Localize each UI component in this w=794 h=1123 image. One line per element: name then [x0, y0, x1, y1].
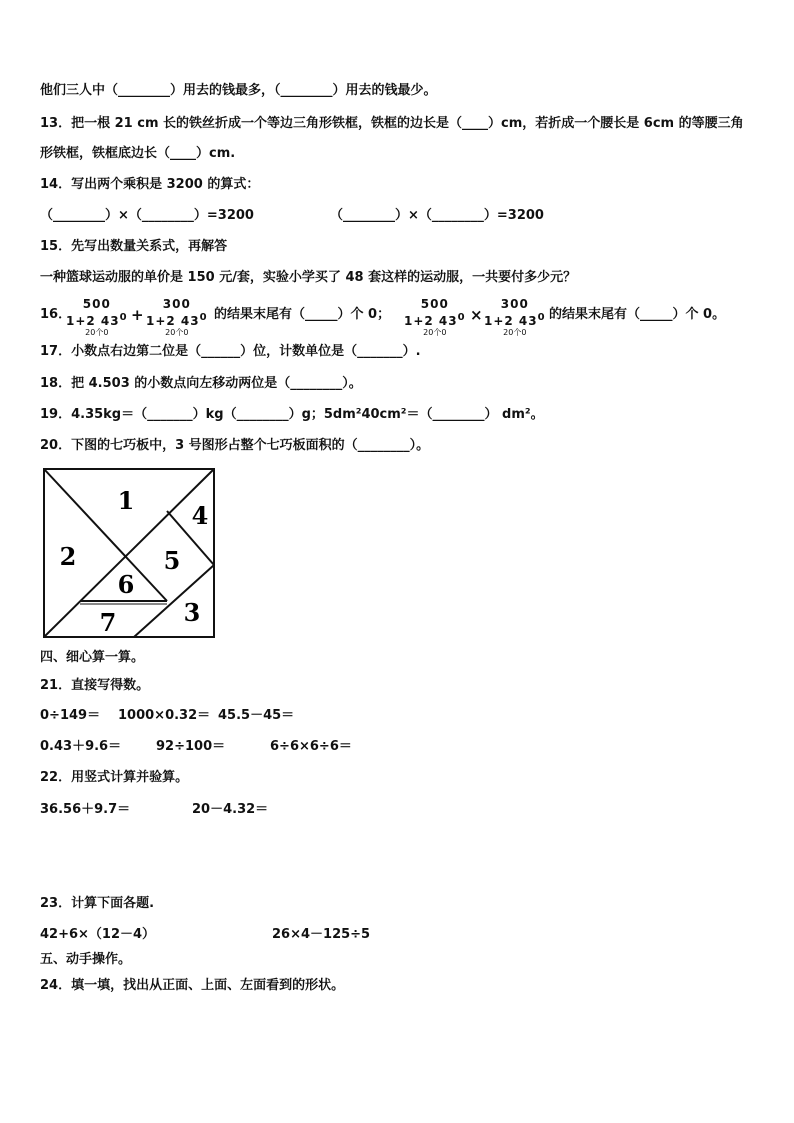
question-16-label: 16． — [40, 307, 72, 322]
plus-sign: + — [131, 306, 144, 324]
tangram-label-3: 3 — [183, 598, 201, 627]
tangram-label-2: 2 — [59, 542, 77, 571]
tangram-label-6: 6 — [117, 570, 135, 599]
tangram-label-1: 1 — [117, 486, 135, 515]
question-21: 21．直接写得数。 — [40, 678, 150, 693]
q22-item-2: 20－4.32＝ — [192, 802, 269, 817]
question-20: 20．下图的七巧板中，3 号图形占整个七巧板面积的（________）。 — [40, 438, 430, 453]
question-13-line-1: 13．把一根 21 cm 长的铁丝折成一个等边三角形铁框，铁框的边长是（____）cm，若折成一个腰长是 6cm 的等腰三角 — [40, 116, 744, 131]
q21-item-6: 6÷6×6÷6＝ — [270, 739, 352, 754]
tangram-label-5: 5 — [163, 546, 181, 575]
question-16-expression-3: 500 1+2 $43^0$ 20个0 — [404, 297, 466, 337]
section-4-heading: 四、细心算一算。 — [40, 650, 145, 665]
question-23: 23．计算下面各题. — [40, 896, 155, 911]
question-19: 19．4.35kg＝（_______）kg（________）g；5dm²40cm²＝（________） dm²。 — [40, 407, 544, 422]
q23-item-2: 26×4－125÷5 — [272, 927, 371, 942]
q21-item-5: 92÷100＝ — [156, 739, 226, 754]
question-18: 18．把 4.503 的小数点向左移动两位是（________）。 — [40, 376, 362, 391]
section-5-heading: 五、动手操作。 — [40, 952, 132, 967]
question-22: 22．用竖式计算并验算。 — [40, 770, 189, 785]
tangram-figure — [40, 465, 218, 641]
tangram-label-4: 4 — [191, 501, 209, 530]
question-16-end: 的结果末尾有（_____）个 0。 — [549, 307, 726, 322]
q21-item-3: 45.5－45＝ — [218, 708, 295, 723]
question-16-expression-1: 500 1+2 $43^0$ 20个0 — [66, 297, 128, 337]
question-13-line-2: 形铁框，铁框底边长（____）cm. — [40, 146, 236, 161]
question-16-middle: 的结果末尾有（_____）个 0； — [214, 307, 391, 322]
q21-item-1: 0÷149＝ — [40, 708, 101, 723]
question-16-expression-4: 300 1+2 $43^0$ 20个0 — [484, 297, 546, 337]
question-14-answer-1: （________）×（________）=3200 — [40, 208, 254, 223]
question-17: 17．小数点右边第二位是（______）位，计数单位是（_______）. — [40, 344, 421, 359]
question-14: 14．写出两个乘积是 3200 的算式： — [40, 177, 260, 192]
tangram-label-7: 7 — [99, 608, 117, 637]
question-12-continuation: 他们三人中（________）用去的钱最多，（________）用去的钱最少。 — [40, 83, 437, 98]
q21-item-4: 0.43＋9.6＝ — [40, 739, 122, 754]
q23-item-1: 42+6×（12－4） — [40, 927, 156, 942]
times-sign: × — [470, 306, 483, 324]
q21-item-2: 1000×0.32＝ — [118, 708, 211, 723]
question-14-answer-2: （________）×（________）=3200 — [330, 208, 544, 223]
q22-item-1: 36.56＋9.7＝ — [40, 802, 131, 817]
question-15-body: 一种篮球运动服的单价是 150 元/套，实验小学买了 48 套这样的运动服，一共要付多少元？ — [40, 270, 577, 285]
question-15: 15．先写出数量关系式，再解答 — [40, 239, 228, 254]
question-24: 24．填一填，找出从正面、上面、左面看到的形状。 — [40, 978, 345, 993]
question-16-expression-2: 300 1+2 $43^0$ 20个0 — [146, 297, 208, 337]
